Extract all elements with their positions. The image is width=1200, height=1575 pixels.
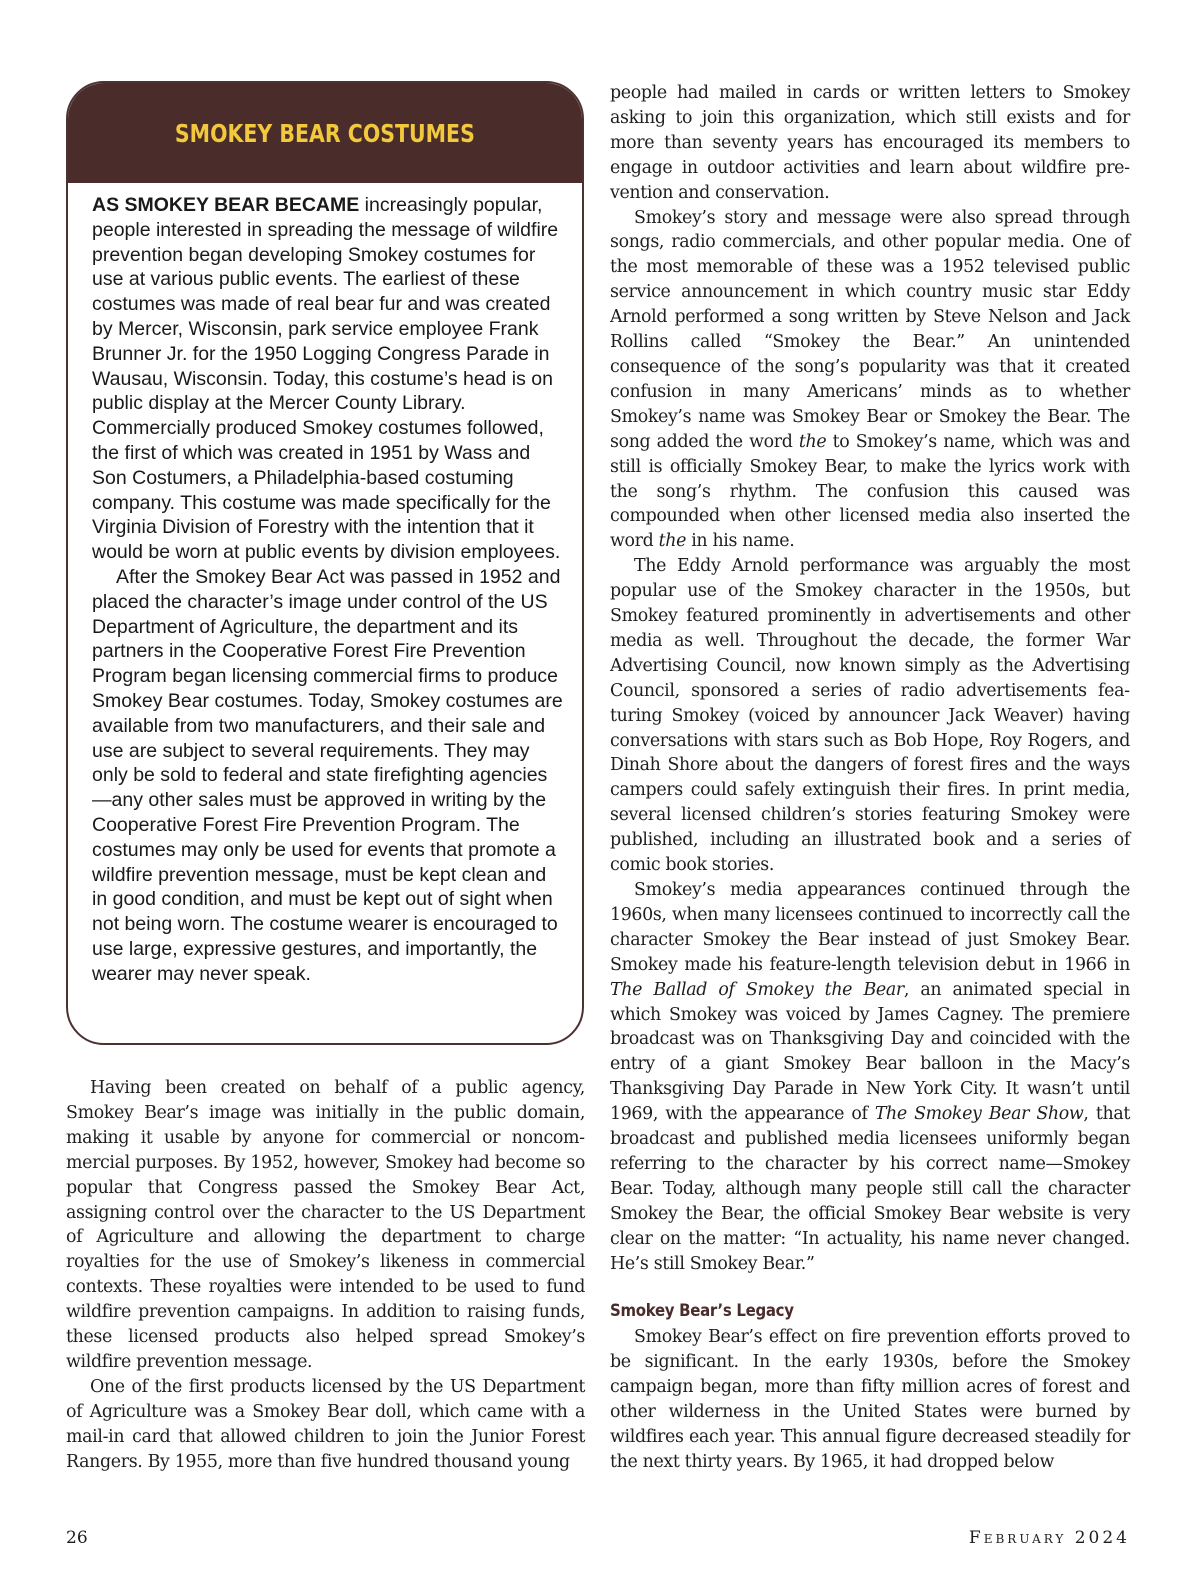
right-p1-text-c: in his name. [686, 531, 795, 552]
right-p1-em-2: the [658, 531, 687, 552]
right-p3-em-2: The Smokey Bear Show [874, 1104, 1084, 1125]
sidebar-paragraph-2: After the Smokey Bear Act was passed in 1952 and placed the character’s image under control of the US Department of Agriculture, the department and its partners in the Cooperative Forest Fire Prevention Program began licensing commercial firms to produce Smokey Bear costumes. Today, Smokey costumes are available from two manufacturers, and their sale and use are subject to several requirements. They may only be sold to federal and state firefighting agencies—any other sales must be approved in writing by the Cooperative Forest Fire Prevention Program. The costumes may only be used for events that promote a wildfire prevention message, must be kept clean and in good condition, and must be kept out of sight when not being worn. The costume wearer is encouraged to use large, expressive gestures, and importantly, the wearer may never speak. [92, 565, 563, 985]
right-p1-text-a: Smokey’s story and message were also spread through songs, radio commercials, and other popular media. One of the most memorable of these was a 1952 televised public service announcement in which country music star Eddy Arnold performed a song written by Steve Nelson and Jack Rollins called “Smokey the Bear.” An unintended consequence of the song’s popularity was that it created confusion in many Americans’ minds as to whether Smokey’s name was Smokey Bear or Smokey the Bear. The song added the word [610, 207, 1130, 452]
left-paragraph-2: One of the first products licensed by the US Department of Agriculture was a Smokey Bear doll, which came with a mail-in card that allowed children to join the Junior Forest Rangers. By 1955, more than five hundred thousand young [66, 1376, 585, 1472]
right-p3-text-c: , that broadcast and published media licensees uniformly began referring to the character by his correct name—Smokey Bear. Today, although many people still call the character Smokey the Bear, the official Smokey Bear website is very clear on the matter: “In actuality, his name never changed. He’s still Smokey Bear.” [610, 1104, 1130, 1274]
right-p3-em-1: The Ballad of Smokey the Bear [610, 979, 904, 1000]
right-p3-text-a: Smokey’s media appearances continued through the 1960s, when many licensees continued to incorrectly call the character Smokey the Bear instead of just Smokey Bear. Smokey made his feature-length television debut in 1966 in [610, 880, 1130, 975]
page-number: 26 [66, 1528, 88, 1548]
sidebar-header [68, 83, 582, 183]
right-p1-em-1: the [798, 431, 827, 452]
right-paragraph-3 [610, 878, 1130, 1277]
right-p1-text-b: to Smokey’s name, which was and still is officially Smokey Bear, to make the lyrics work with the song’s rhythm. The confusion this caused was compounded when other licensed media also inserted the word [610, 431, 1130, 552]
left-column [66, 1076, 585, 1475]
left-paragraph-1: Having been created on behalf of a public agency, Smokey Bear’s image was initially in the public domain, making it usable by anyone for commercial or noncommercial purposes. By 1952, however, Smokey had become so popular that Congress passed the Smokey Bear Act, assigning control over the character to the US Department of Agriculture and allowing the department to charge royalties for the use of Smokey’s likeness in commercial contexts. These royalties were intended to be used to fund wildfire prevention campaigns. In addition to raising funds, these licensed products also helped spread Smokey’s wildfire prevention message. [66, 1078, 585, 1372]
right-paragraph-2: The Eddy Arnold performance was arguably the most popular use of the Smokey character in the 1950s, but Smokey featured prominently in advertisements and other media as well. Throughout the decade, the former War Advertising Council, now known simply as the Advertising Council, sponsored a series of radio advertisements featuring Smokey (voiced by announcer Jack Weaver) having conversations with stars such as Bob Hope, Roy Rogers, and Dinah Shore about the dangers of forest fires and the ways campers could safely extinguish their fires. In print media, several licensed children’s stories featuring Smokey were published, including an illustrated book and a series of comic book stories. [610, 556, 1130, 876]
sidebar-lead-in: AS SMOKEY BEAR BECAME [92, 194, 360, 216]
sidebar-box [66, 81, 584, 1045]
right-paragraph-1 [610, 206, 1130, 555]
section-heading-legacy: Smokey Bear’s Legacy [610, 1300, 794, 1321]
sidebar-body [68, 183, 582, 987]
issue-date: February 2024 [968, 1528, 1130, 1548]
right-paragraph-0: people had mailed in cards or written letters to Smokey asking to join this organization, which still exists and for more than seventy years has encouraged its members to engage in outdoor activities and learn about wildfire prevention and conservation. [610, 83, 1130, 203]
right-paragraph-4: Smokey Bear’s effect on fire prevention efforts proved to be significant. In the early 1930s, before the Smokey campaign began, more than fifty million acres of forest and other wilderness in the United States were burned by wildfires each year. This annual figure decreased steadily for the next thirty years. By 1965, it had dropped below [610, 1327, 1130, 1472]
sidebar-paragraph-1-text: increasingly popular, people interested in spreading the message of wildfire prevention began developing Smokey costumes for use at various public events. The earliest of these costumes was made of real bear fur and was created by Mercer, Wisconsin, park service employee Frank Brunner Jr. for the 1950 Logging Congress Parade in Wausau, Wisconsin. Today, this costume’s head is on public display at the Mercer County Library. Commercially produced Smokey costumes followed, the first of which was created in 1951 by Wass and Son Costumers, a Philadelphia-based costuming company. This costume was made specifically for the Virginia Division of Forestry with the intention that it would be worn at public events by division employees. [92, 194, 561, 564]
right-p3-text-b: , an animated special in which Smokey was voiced by James Cagney. The premiere broadcast was on Thanksgiving Day and coincided with the entry of a giant Smokey Bear balloon in the Macy’s Thanksgiving Day Parade in New York City. It wasn’t until 1969, with the appearance of [610, 979, 1130, 1125]
sidebar-paragraph-1 [92, 193, 564, 565]
right-column [610, 81, 1130, 1475]
sidebar-title: SMOKEY BEAR COSTUMES [175, 118, 475, 148]
